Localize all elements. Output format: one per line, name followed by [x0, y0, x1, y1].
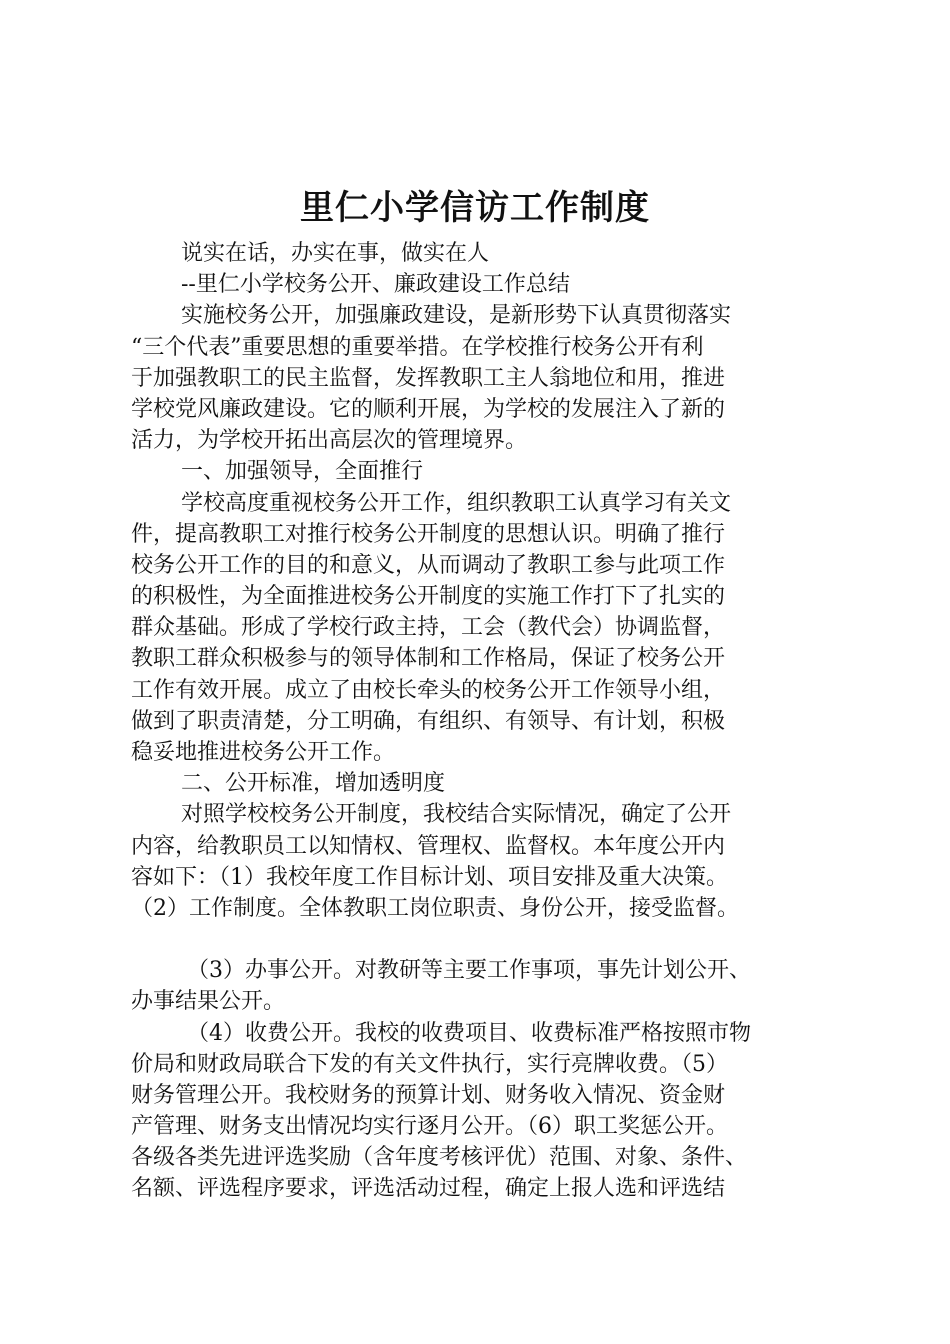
- paragraph-line: “三个代表”重要思想的重要举措。在学校推行校务公开有利: [131, 334, 704, 360]
- paragraph-line: （2）工作制度。全体教职工岗位职责、身份公开，接受监督。: [131, 895, 739, 921]
- paragraph-line: 名额、评选程序要求，评选活动过程，确定上报人选和评选结: [131, 1176, 726, 1202]
- paragraph-line: 各级各类先进评选奖励（含年度考核评优）范围、对象、条件、: [131, 1145, 748, 1171]
- section-heading: 二、公开标准，增加透明度: [181, 771, 446, 797]
- paragraph-line: 办事结果公开。: [131, 989, 286, 1015]
- paragraph-line: 财务管理公开。我校财务的预算计划、财务收入情况、资金财: [131, 1082, 726, 1108]
- paragraph-line: 内容，给教职员工以知情权、管理权、监督权。本年度公开内: [131, 833, 726, 859]
- section-heading: 一、加强领导，全面推行: [181, 459, 424, 485]
- paragraph-line: （3）办事公开。对教研等主要工作事项，事先计划公开、: [187, 958, 751, 984]
- paragraph-line: 容如下：（1）我校年度工作目标计划、项目安排及重大决策。: [131, 864, 728, 890]
- paragraph-line: 活力，为学校开拓出高层次的管理境界。: [131, 428, 528, 454]
- paragraph-line: 校务公开工作的目的和意义，从而调动了教职工参与此项工作: [131, 552, 726, 578]
- paragraph-line: 学校党风廉政建设。它的顺利开展，为学校的发展注入了新的: [131, 396, 726, 422]
- paragraph-line: 产管理、财务支出情况均实行逐月公开。（6）职工奖惩公开。: [131, 1114, 728, 1140]
- paragraph-line: 学校高度重视校务公开工作，组织教职工认真学习有关文: [181, 490, 732, 516]
- paragraph-line: 做到了职责清楚，分工明确，有组织、有领导、有计划，积极: [131, 708, 726, 734]
- paragraph-line: 稳妥地推进校务公开工作。: [131, 740, 396, 765]
- paragraph-line: 的积极性，为全面推进校务公开制度的实施工作打下了扎实的: [131, 584, 726, 610]
- paragraph-line: --里仁小学校务公开、廉政建设工作总结: [181, 272, 570, 298]
- paragraph-line: 实施校务公开，加强廉政建设，是新形势下认真贯彻落实: [181, 303, 732, 329]
- paragraph-line: 工作有效开展。成立了由校长牵头的校务公开工作领导小组，: [131, 677, 726, 703]
- paragraph-line: 件，提高教职工对推行校务公开制度的思想认识。明确了推行: [131, 521, 726, 547]
- paragraph-line: 群众基础。形成了学校行政主持，工会（教代会）协调监督，: [131, 615, 726, 641]
- paragraph-gap: [131, 924, 831, 955]
- paragraph-line: 价局和财政局联合下发的有关文件执行，实行亮牌收费。（5）: [131, 1051, 728, 1077]
- document-body: [131, 238, 831, 1205]
- paragraph-line: （4）收费公开。我校的收费项目、收费标准严格按照市物: [187, 1020, 751, 1046]
- paragraph-line: 教职工群众积极参与的领导体制和工作格局，保证了校务公开: [131, 646, 726, 672]
- paragraph-line: 对照学校校务公开制度，我校结合实际情况，确定了公开: [181, 802, 732, 828]
- paragraph-line: 说实在话，办实在事，做实在人: [181, 241, 490, 266]
- paragraph-line: 于加强教职工的民主监督，发挥教职工主人翁地位和用，推进: [131, 365, 726, 391]
- document-title: 里仁小学信访工作制度: [300, 188, 650, 228]
